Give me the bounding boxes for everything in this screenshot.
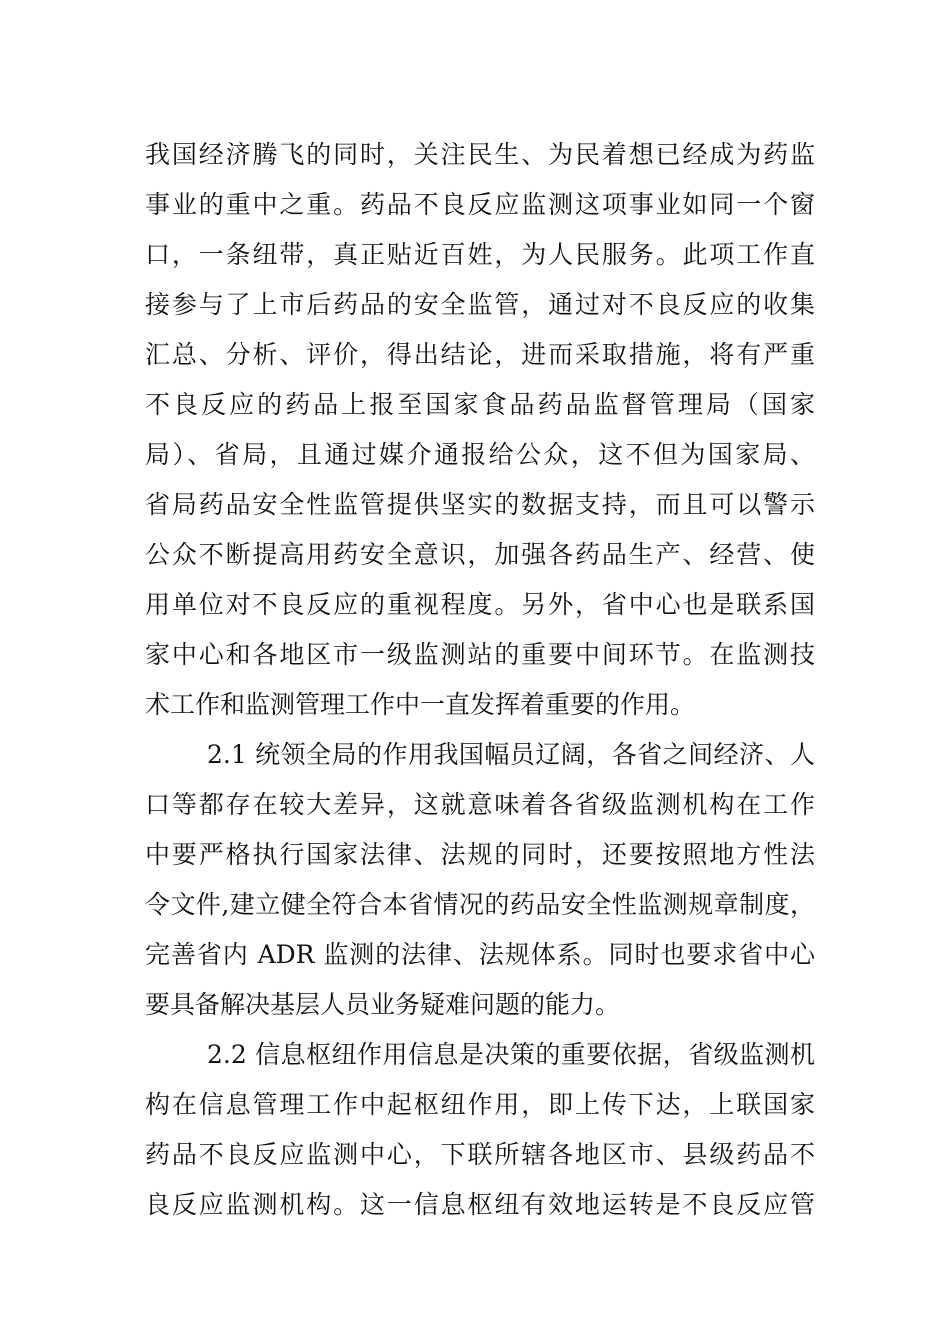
text-line: 完善省内 ADR 监测的法律、法规体系。同时也要求省中心	[145, 940, 815, 969]
text-line: 公众不断提高用药安全意识，加强各药品生产、经营、使	[145, 540, 815, 569]
text-line: 药品不良反应监测中心，下联所辖各地区市、县级药品不	[145, 1140, 815, 1169]
text-line: 2.1 统领全局的作用我国幅员辽阔，各省之间经济、人	[207, 740, 815, 769]
paragraph-2-2	[145, 1030, 815, 1230]
text-line: 要具备解决基层人员业务疑难问题的能力。	[145, 990, 621, 1019]
text-line: 省局药品安全性监管提供坚实的数据支持，而且可以警示	[145, 490, 815, 519]
text-line: 口等都存在较大差异，这就意味着各省级监测机构在工作	[145, 790, 815, 819]
text-line: 构在信息管理工作中起枢纽作用，即上传下达，上联国家	[145, 1090, 815, 1119]
text-line: 我国经济腾飞的同时，关注民生、为民着想已经成为药监	[145, 140, 815, 169]
paragraph-1	[145, 130, 815, 730]
document-body	[145, 130, 815, 1230]
text-line: 口，一条纽带，真正贴近百姓，为人民服务。此项工作直	[145, 240, 815, 269]
text-line: 家中心和各地区市一级监测站的重要中间环节。在监测技	[145, 640, 815, 669]
text-line: 良反应监测机构。这一信息枢纽有效地运转是不良反应管	[145, 1190, 815, 1219]
text-line: 局）、省局，且通过媒介通报给公众，这不但为国家局、	[145, 440, 815, 469]
text-line: 汇总、分析、评价，得出结论，进而采取措施，将有严重	[145, 340, 815, 369]
paragraph-2-1	[145, 730, 815, 1030]
text-line: 事业的重中之重。药品不良反应监测这项事业如同一个窗	[145, 190, 815, 219]
text-line: 用单位对不良反应的重视程度。另外，省中心也是联系国	[145, 590, 815, 619]
text-line: 术工作和监测管理工作中一直发挥着重要的作用。	[145, 690, 696, 719]
text-line: 接参与了上市后药品的安全监管，通过对不良反应的收集	[145, 290, 815, 319]
text-line: 令文件,建立健全符合本省情况的药品安全性监测规章制度，	[145, 890, 815, 919]
text-line: 2.2 信息枢纽作用信息是决策的重要依据，省级监测机	[207, 1040, 815, 1069]
text-line: 中要严格执行国家法律、法规的同时，还要按照地方性法	[145, 840, 815, 869]
text-line: 不良反应的药品上报至国家食品药品监督管理局（国家	[145, 390, 815, 419]
